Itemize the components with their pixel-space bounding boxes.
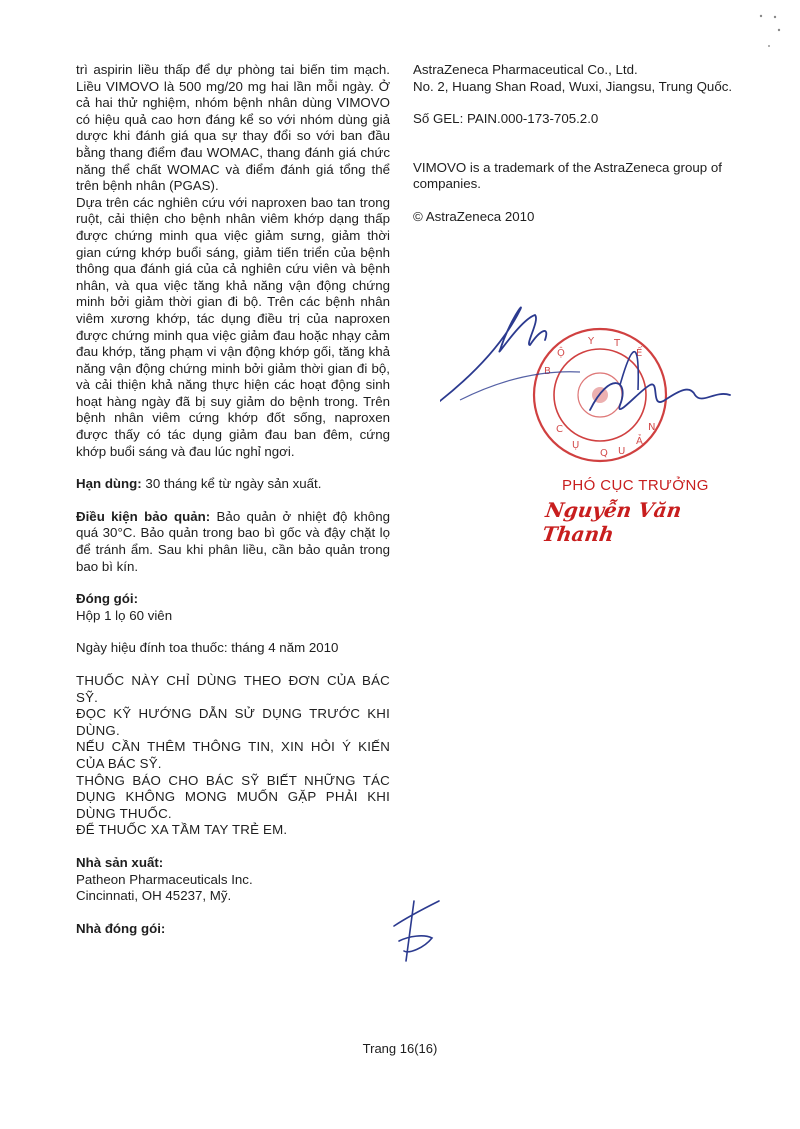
left-column [76,62,390,937]
initials-signature [384,896,444,966]
gel-number: Số GEL: PAIN.000-173-705.2.0 [413,111,599,127]
svg-text:Ụ: Ụ [572,440,580,451]
storage-label: Điều kiện bảo quản: [76,508,211,524]
manufacturer-label: Nhà sản xuất: [76,854,164,870]
official-stamp-and-signature [440,290,760,560]
storage-text: Bảo quản ở nhiệt độ không quá 30°C. Bảo quản trong bao bì gốc và đậy chặt lọ để tránh ẩm. Sau khi phân liều, cần bảo quản trong bao bì kín. [76,508,390,574]
stamp-title: PHÓ CỤC TRƯỞNG [562,477,709,494]
stamp-signatory-name: Nguyễn Văn Thanh [540,498,684,546]
right-column [413,62,733,226]
warning-side-effects: THÔNG BÁO CHO BÁC SỸ BIẾT NHỮNG TÁC DỤNG KHÔNG MONG MUỐN GẶP PHẢI KHI DÙNG THUỐC. [76,772,390,821]
copyright-notice: © AstraZeneca 2010 [413,208,535,224]
storage-conditions [76,509,390,575]
clinical-paragraph-2: Dựa trên các nghiên cứu với naproxen bao tan trong ruột, cải thiện cho bệnh nhân viêm khớp dạng thấp được chứng minh qua việc giảm sưng, giảm thời gian cứng khớp buổi sáng, giảm tiến triển của bệnh thông qua đánh giá của cả nghiên cứu viên và bệnh nhân, và qua việc tăng khả năng vận động chứng minh bởi giảm thời gian đi bộ. Trên các bệnh nhân viêm xương khớp, tác dụng điều trị của naproxen được chứng minh qua việc giảm đau hoặc nhạy cảm đau khớp, tăng phạm vi vận động khớp gối, tăng khả năng vận động chứng minh bởi giảm thời gian đi bộ, và cải thiện khả năng thực hiện các hoạt động sinh hoạt hàng ngày đã bị suy giảm do bệnh trong. Trên bệnh nhân viêm cứng khớp đốt sống, naproxen được thấy có tác dụng giảm đau ban đêm, cứng khớp buổi sáng và đau lúc nghỉ ngơi. [76,194,390,459]
trademark-notice: VIMOVO is a trademark of the AstraZeneca group of companies. [413,159,722,192]
warning-ask-doctor: NẾU CẦN THÊM THÔNG TIN, XIN HỎI Ý KIẾN CỦA BÁC SỸ. [76,739,390,771]
shelf-life-label: Hạn dùng: [76,476,142,492]
packaging-label: Đóng gói: [76,591,139,607]
manufacturer-address: Cincinnati, OH 45237, Mỹ. [76,888,232,904]
packer-label: Nhà đóng gói: [76,920,166,936]
clinical-paragraph-1: trì aspirin liều thấp để dự phòng tai biến tim mạch. Liều VIMOVO là 500 mg/20 mg hai lần mỗi ngày. Ở cả hai thử nghiệm, nhóm bệnh nhân dùng VIMOVO có hiệu quả cao hơn đáng kể so với nhóm dùng giả dược khi đánh giá qua sự thay đổi so với ban đầu bằng thang điểm đau WOMAC, thang đánh giá chức năng thể chất WOMAC và điểm đánh giá tổng thể trên bệnh nhân (PGAS). [76,62,390,194]
svg-text:Y: Y [588,336,595,347]
company-address: No. 2, Huang Shan Road, Wuxi, Jiangsu, Trung Quốc. [413,78,733,94]
svg-text:B: B [544,366,551,377]
svg-text:Ộ: Ộ [557,348,565,359]
packaging-text: Hộp 1 lọ 60 viên [76,607,173,623]
svg-text:C: C [556,424,563,435]
scan-marks [755,8,795,58]
svg-text:U: U [618,446,626,457]
svg-text:N: N [648,422,656,433]
svg-text:Ế: Ế [636,348,643,359]
svg-text:T: T [614,338,621,349]
warning-prescription: THUỐC NÀY CHỈ DÙNG THEO ĐƠN CỦA BÁC SỸ. [76,673,390,705]
warning-read-instructions: ĐỌC KỸ HƯỚNG DẪN SỬ DỤNG TRƯỚC KHI DÙNG. [76,706,390,738]
manufacturer-name: Patheon Pharmaceuticals Inc. [76,871,253,887]
shelf-life [76,476,390,493]
svg-text:Ả: Ả [636,436,643,447]
revision-date: Ngày hiệu đính toa thuốc: tháng 4 năm 2010 [76,640,339,656]
page-number: Trang 16(16) [362,1041,438,1056]
warning-children: ĐỂ THUỐC XA TẦM TAY TRẺ EM. [76,822,288,838]
svg-text:Q: Q [600,448,608,459]
company-name: AstraZeneca Pharmaceutical Co., Ltd. [413,62,638,77]
shelf-life-text: 30 tháng kể từ ngày sản xuất. [141,476,322,492]
